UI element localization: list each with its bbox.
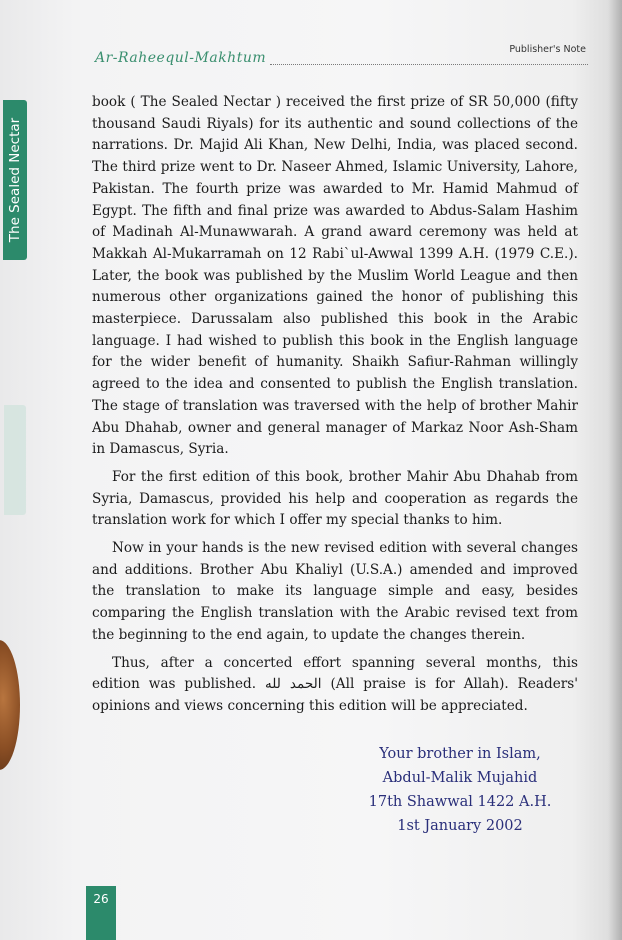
running-header-title: Ar-Raheequl-Makhtum (95, 50, 267, 66)
side-tab-label: The Sealed Nectar (7, 117, 23, 243)
body-text (92, 92, 578, 724)
paragraph: Now in your hands is the new revised edition with several changes and additions. Brother Abu Khaliyl (U.S.A.) amended and improved the translation to make its language simple and easy, besides comparing the English translation with the Arabic revised text from the beginning to the end again, to update the changes therein. (92, 540, 578, 643)
signature-date-gregorian: 1st January 2002 (397, 818, 523, 834)
side-tab-ghost (4, 405, 26, 515)
paragraph: book ( The Sealed Nectar ) received the first prize of SR 50,000 (fifty thousand Saudi Riyals) for its authentic and sound collections of the narrations. Dr. Majid Ali Khan, New Delhi, India, was placed second. The third prize went to Dr. Naseer Ahmed, Islamic University, Lahore, Pakistan. The fourth prize was awarded to Mr. Hamid Mahmud of Egypt. The fifth and final prize was awarded to Abdus-Salam Hashim of Madinah Al-Munawwarah. A grand award ceremony was held at Makkah Al-Mukarramah on 12 Rabi`ul-Awwal 1399 A.H. (1979 C.E.). Later, the book was published by the Muslim World League and then numerous other organizations gained the honor of publishing this masterpiece. Darussalam also published this book in the Arabic language. I had wished to publish this book in the English language for the wider benefit of humanity. Shaikh Safiur-Rahman willingly agreed to the idea and consented to publish the English translation. The stage of translation was traversed with the help of brother Mahir Abu Dhahab, owner and general manager of Markaz Noor Ash-Sham in Damascus, Syria. (92, 94, 578, 458)
page-gutter-shadow (608, 0, 622, 940)
signature-date-hijri: 17th Shawwal 1422 A.H. (368, 794, 552, 810)
signature-name: Abdul-Malik Mujahid (382, 770, 538, 786)
signature-block (360, 742, 560, 838)
page-number: 26 (93, 892, 109, 906)
running-header-section: Publisher's Note (509, 44, 586, 55)
signature-line: Your brother in Islam, (379, 746, 541, 762)
header-dotted-rule (270, 64, 588, 65)
paragraph: For the first edition of this book, brother Mahir Abu Dhahab from Syria, Damascus, provided his help and cooperation as regards the translation work for which I offer my special thanks to him. (92, 468, 578, 529)
paragraph: Thus, after a concerted effort spanning several months, this edition was published. الحمد لله (All praise is for Allah). Readers' opinions and views concerning this edition will be appreciated. (92, 654, 578, 714)
